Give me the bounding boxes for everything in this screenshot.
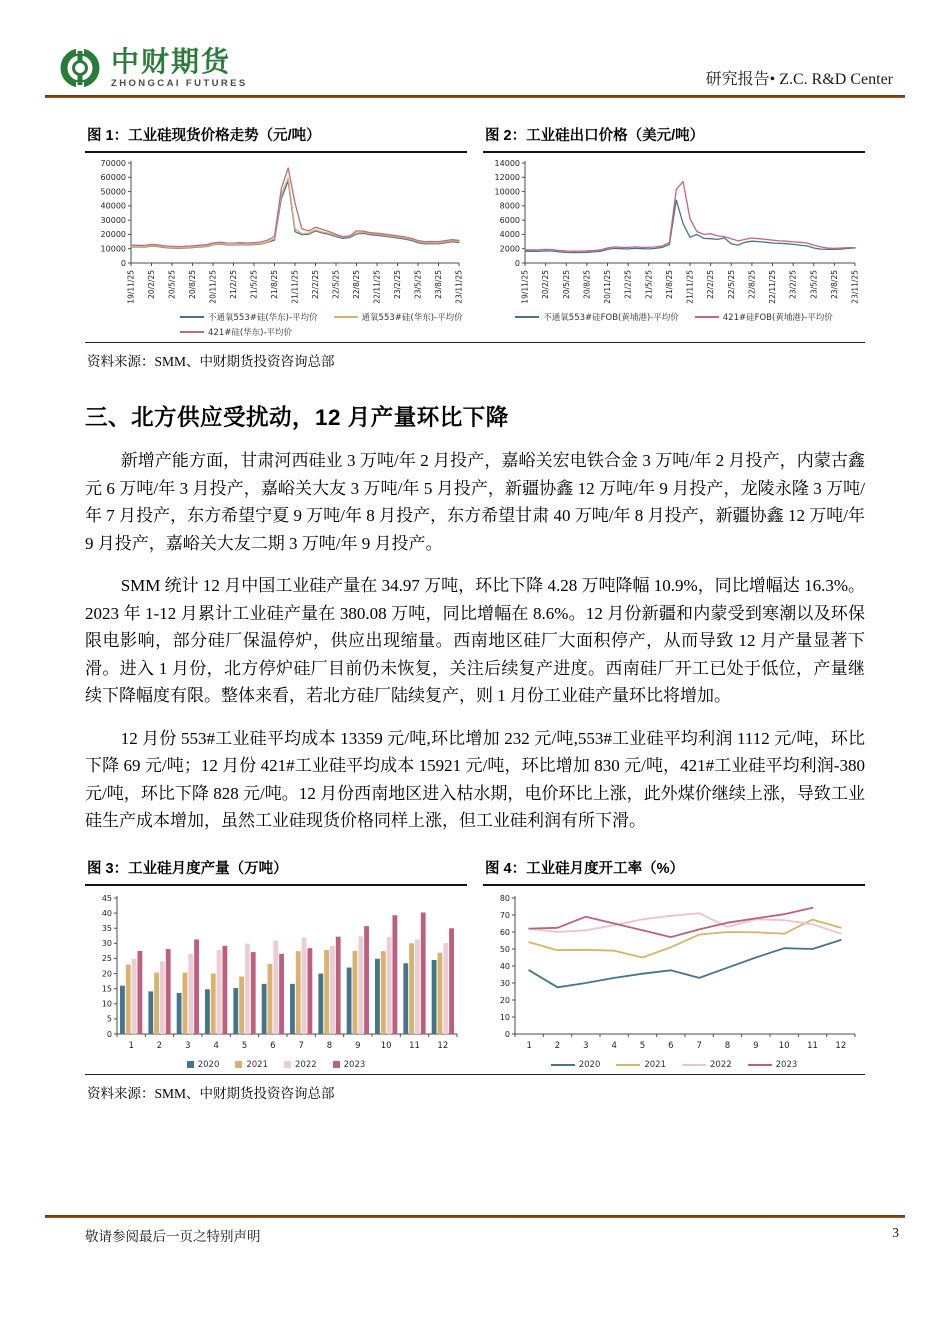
legend-swatch (180, 316, 204, 318)
svg-text:22/5/25: 22/5/25 (331, 270, 341, 299)
legend-swatch (187, 1061, 194, 1068)
figure-2 (483, 124, 865, 338)
svg-text:20/8/25: 20/8/25 (188, 270, 198, 299)
svg-text:20/2/25: 20/2/25 (541, 270, 551, 299)
svg-text:30000: 30000 (100, 215, 126, 225)
svg-text:21/5/25: 21/5/25 (249, 270, 259, 299)
svg-text:12: 12 (437, 1040, 449, 1051)
svg-text:21/5/25: 21/5/25 (644, 270, 654, 299)
svg-text:23/8/25: 23/8/25 (434, 270, 444, 299)
svg-text:8000: 8000 (499, 201, 520, 211)
source-text: 资料来源：SMM、中财期货投资咨询总部 (87, 354, 335, 369)
svg-text:2000: 2000 (499, 244, 520, 254)
logo-icon (57, 45, 103, 91)
svg-text:40000: 40000 (100, 201, 126, 211)
figure-4-title: 图 4：工业硅月度开工率（%） (483, 857, 865, 886)
svg-text:23/2/25: 23/2/25 (788, 270, 798, 299)
figure-1-legend (180, 311, 480, 338)
svg-text:35: 35 (101, 923, 112, 933)
svg-text:21/2/25: 21/2/25 (229, 270, 239, 299)
legend-label: 不通氧553#硅(华东)-平均价 (208, 313, 318, 323)
legend-label: 2021 (644, 1059, 666, 1070)
legend-swatch (284, 1061, 291, 1068)
svg-text:3: 3 (185, 1040, 191, 1051)
svg-text:20/5/25: 20/5/25 (561, 270, 571, 299)
legend-item (695, 311, 833, 323)
svg-text:14000: 14000 (494, 158, 520, 168)
svg-text:0: 0 (514, 258, 520, 268)
figure-3 (85, 857, 467, 1070)
report-type-label: 研究报告• Z.C. R&D Center (705, 71, 893, 88)
svg-text:20: 20 (499, 995, 510, 1005)
page-footer (45, 1215, 905, 1245)
svg-text:12: 12 (835, 1040, 847, 1051)
figure-1-chart (85, 157, 467, 309)
svg-text:21/8/25: 21/8/25 (664, 270, 674, 299)
header-divider (45, 95, 905, 98)
svg-text:10: 10 (499, 1012, 510, 1022)
svg-text:23/5/25: 23/5/25 (413, 270, 423, 299)
figure-2-legend (483, 311, 865, 323)
svg-text:10: 10 (101, 999, 112, 1009)
svg-text:21/11/25: 21/11/25 (685, 270, 695, 304)
legend-swatch (515, 316, 539, 318)
svg-text:20/11/25: 20/11/25 (603, 270, 613, 304)
figure-3-chart (85, 890, 467, 1058)
svg-text:10: 10 (778, 1040, 790, 1051)
legend-item (180, 311, 318, 323)
legend-label: 2022 (710, 1059, 732, 1070)
paragraph-output: SMM 统计 12 月中国工业硅产量在 34.97 万吨，环比下降 4.28 万吨降幅 10.9%，同比增幅达 16.3%。2023 年 1-12 月累计工业硅产量在 380.08 万吨，同比增幅在 8.6%。12 月份新疆和内蒙受到寒潮以及环保限电影响，部分硅厂保温停炉，供应出现缩量。西南地区硅厂大面积停产，从而导致 12 月产量显著下滑。进入 1 月份，北方停炉硅厂目前仍未恢复，关注后续复产进度。西南硅厂开工已处于低位，产量继续下降幅度有限。整体来看，若北方硅厂陆续复产，则 1 月份工业硅产量环比将增加。 (85, 576, 865, 706)
legend-item (616, 1060, 666, 1070)
svg-text:4: 4 (213, 1040, 219, 1051)
svg-text:40: 40 (499, 961, 510, 971)
legend-item (333, 1060, 366, 1070)
legend-swatch (334, 316, 358, 318)
svg-text:6: 6 (270, 1040, 276, 1051)
svg-text:21/11/25: 21/11/25 (290, 270, 300, 304)
svg-text:10000: 10000 (494, 187, 520, 197)
svg-text:4: 4 (611, 1040, 617, 1051)
svg-text:2: 2 (554, 1040, 561, 1051)
svg-text:60000: 60000 (100, 173, 126, 183)
figures-row-bottom (85, 857, 865, 1070)
svg-text:20/11/25: 20/11/25 (208, 270, 218, 304)
svg-text:30: 30 (499, 978, 510, 988)
svg-text:22/8/25: 22/8/25 (352, 270, 362, 299)
svg-text:20: 20 (101, 969, 112, 979)
legend-swatch (333, 1061, 340, 1068)
figure-3-title: 图 3：工业硅月度产量（万吨） (85, 857, 467, 886)
svg-text:60: 60 (499, 927, 510, 937)
figure-4-legend (483, 1060, 865, 1070)
svg-text:23/11/25: 23/11/25 (850, 270, 860, 304)
figures-row-top (85, 124, 865, 338)
svg-text:23/2/25: 23/2/25 (393, 270, 403, 299)
legend-item (284, 1060, 317, 1070)
source-text: 资料来源：SMM、中财期货投资咨询总部 (87, 1085, 335, 1101)
svg-text:1: 1 (128, 1040, 134, 1051)
svg-text:7: 7 (298, 1040, 304, 1051)
figure-3-legend (85, 1060, 467, 1070)
legend-item (334, 311, 463, 323)
svg-text:22/11/25: 22/11/25 (372, 270, 382, 304)
svg-text:19/11/25: 19/11/25 (520, 270, 530, 304)
legend-item (748, 1060, 798, 1070)
svg-text:7: 7 (696, 1040, 702, 1051)
svg-text:9: 9 (753, 1040, 759, 1051)
brand-name-cn: 中财期货 (111, 45, 232, 77)
svg-text:20000: 20000 (100, 230, 126, 240)
figure-4 (483, 857, 865, 1070)
svg-text:11: 11 (409, 1040, 420, 1051)
svg-text:22/2/25: 22/2/25 (311, 270, 321, 299)
svg-text:4000: 4000 (499, 230, 520, 240)
svg-text:20/2/25: 20/2/25 (147, 270, 157, 299)
brand-text (111, 45, 248, 89)
page-header (57, 45, 893, 91)
svg-text:10000: 10000 (100, 244, 126, 254)
svg-text:22/5/25: 22/5/25 (726, 270, 736, 299)
legend-swatch (695, 316, 719, 318)
paragraph-new-capacity: 新增产能方面，甘肃河西硅业 3 万吨/年 2 月投产，嘉峪关宏电铁合金 3 万吨/年 2 月投产，内蒙古鑫元 6 万吨/年 3 月投产，嘉峪关大友 3 万吨/年 5 月投产，新疆协鑫 12 万吨/年 9 月投产，龙陵永隆 3 万吨/年 7 月投产，东方希望宁夏 9 万吨/年 8 月投产，东方希望甘肃 40 万吨/年 8 月投产，新疆协鑫 12 万吨/年 9 月投产，嘉峪关大友二期 3 万吨/年 9 月投产。 (85, 451, 865, 553)
svg-text:70000: 70000 (100, 158, 126, 168)
legend-swatch (682, 1064, 706, 1066)
svg-text:70: 70 (499, 910, 510, 920)
paragraph-cost-profit: 12 月份 553#工业硅平均成本 13359 元/吨,环比增加 232 元/吨,553#工业硅平均利润 1112 元/吨，环比下降 69 元/吨；12 月份 421#工业硅平均成本 15921 元/吨，环比增加 830 元/吨，421#工业硅平均利润-380 元/吨，环比下降 828 元/吨。12 月份西南地区进入枯水期，电价环比上涨，此外煤价继续上涨，导致工业硅生产成本增加，虽然工业硅现货价格同样上涨，但工业硅利润有所下滑。 (85, 728, 865, 831)
legend-item (551, 1060, 601, 1070)
figure-2-title: 图 2：工业硅出口价格（美元/吨） (483, 124, 865, 153)
svg-text:6000: 6000 (499, 215, 520, 225)
legend-swatch (180, 331, 204, 333)
legend-item (682, 1060, 732, 1070)
svg-text:8: 8 (724, 1040, 731, 1051)
section-heading: 三、北方供应受扰动，12 月产量环比下降 (85, 405, 509, 430)
svg-text:0: 0 (504, 1029, 510, 1039)
legend-label: 421#硅FOB(黄埔港)-平均价 (722, 313, 833, 323)
svg-text:22/11/25: 22/11/25 (768, 270, 778, 304)
svg-text:50: 50 (499, 944, 510, 954)
svg-text:5: 5 (241, 1040, 248, 1051)
legend-label: 2023 (775, 1059, 798, 1070)
svg-text:1: 1 (526, 1040, 532, 1051)
legend-label: 不通氧553#硅FOB(黄埔港)-平均价 (543, 313, 679, 323)
figure-2-chart (483, 157, 865, 309)
legend-item (235, 1060, 268, 1070)
legend-swatch (551, 1064, 575, 1066)
svg-text:40: 40 (101, 908, 112, 918)
svg-text:6: 6 (668, 1040, 674, 1051)
brand-name-en: ZHONGCAI FUTURES (111, 77, 248, 89)
svg-text:2: 2 (156, 1040, 163, 1051)
svg-text:10: 10 (380, 1040, 392, 1051)
svg-text:0: 0 (120, 258, 126, 268)
svg-text:45: 45 (101, 893, 112, 903)
legend-item (515, 311, 678, 323)
svg-text:21/8/25: 21/8/25 (270, 270, 280, 299)
svg-text:21/2/25: 21/2/25 (623, 270, 633, 299)
svg-text:80: 80 (499, 893, 510, 903)
legend-label: 2022 (295, 1059, 317, 1070)
svg-text:8: 8 (326, 1040, 333, 1051)
source-note-bottom (85, 1074, 865, 1102)
svg-text:23/8/25: 23/8/25 (829, 270, 839, 299)
svg-text:25: 25 (101, 954, 112, 964)
footer-disclaimer: 敬请参阅最后一页之特别声明 (85, 1229, 261, 1244)
legend-label: 2020 (578, 1059, 601, 1070)
legend-swatch (748, 1064, 772, 1066)
svg-text:23/5/25: 23/5/25 (809, 270, 819, 299)
figure-4-chart (483, 890, 865, 1058)
source-note-top (85, 342, 865, 370)
svg-text:5: 5 (106, 1014, 112, 1024)
legend-label: 2021 (246, 1059, 268, 1070)
legend-swatch (616, 1064, 640, 1066)
svg-text:11: 11 (807, 1040, 818, 1051)
legend-label: 2023 (343, 1059, 366, 1070)
svg-text:12000: 12000 (494, 173, 520, 183)
figure-1 (85, 124, 467, 338)
legend-swatch (235, 1061, 242, 1068)
svg-text:3: 3 (583, 1040, 589, 1051)
legend-label: 通氧553#硅(华东)-平均价 (361, 313, 463, 323)
legend-item (180, 326, 292, 338)
legend-label: 421#硅(华东)-平均价 (208, 328, 293, 338)
svg-text:23/11/25: 23/11/25 (454, 270, 464, 304)
legend-label: 2020 (197, 1059, 220, 1070)
svg-text:9: 9 (355, 1040, 361, 1051)
svg-text:19/11/25: 19/11/25 (126, 270, 136, 304)
svg-text:22/2/25: 22/2/25 (706, 270, 716, 299)
svg-text:15: 15 (101, 984, 112, 994)
svg-text:50000: 50000 (100, 187, 126, 197)
svg-text:30: 30 (101, 939, 112, 949)
svg-text:22/8/25: 22/8/25 (747, 270, 757, 299)
svg-text:20/8/25: 20/8/25 (582, 270, 592, 299)
footer-row (45, 1218, 905, 1245)
page-number: 3 (892, 1225, 899, 1240)
svg-text:5: 5 (639, 1040, 646, 1051)
legend-item (187, 1060, 220, 1070)
figure-1-title: 图 1：工业硅现货价格走势（元/吨） (85, 124, 467, 153)
svg-text:0: 0 (106, 1029, 112, 1039)
svg-text:20/5/25: 20/5/25 (167, 270, 177, 299)
company-logo (57, 45, 248, 91)
